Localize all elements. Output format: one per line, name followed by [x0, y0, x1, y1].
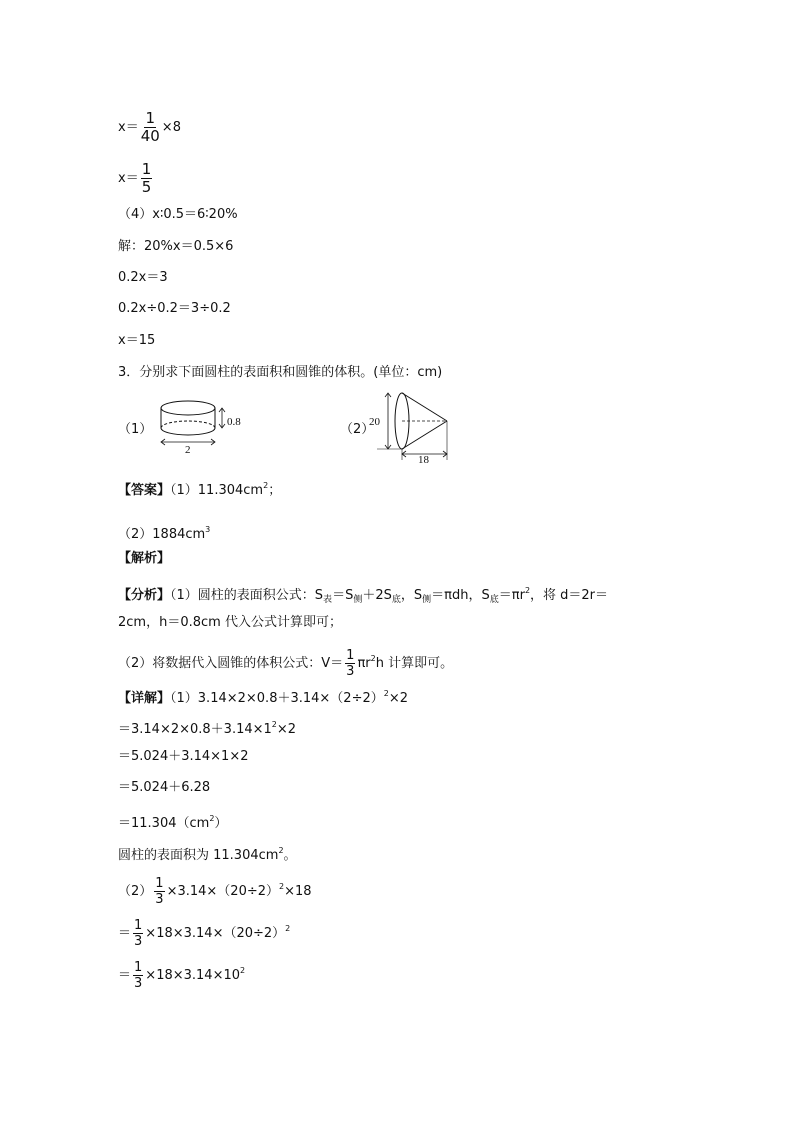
answer-line-1: 【答案】$(1)11.304cm^2$；	[118, 481, 282, 498]
cone-figure	[375, 388, 455, 464]
cone-diameter-label: 20	[369, 416, 380, 428]
eq-line-7: x＝15	[118, 333, 156, 348]
fraction: $\frac{1}{5}$	[141, 160, 152, 196]
analysis-line-2: 2cm，h＝0.8cm 代入公式计算即可；	[118, 615, 342, 630]
eq-line-1: x＝ $\frac{1}{40}$ ×8	[118, 109, 181, 145]
detail-line-2: $=3.14\times 2\times 0.8+3.14\times 1^2\times 2$	[118, 720, 297, 737]
detail-line-4: ＝5.024＋6.28	[118, 780, 211, 795]
fraction: $\frac{1}{3}$	[134, 960, 143, 991]
cone-height-label: 18	[418, 454, 429, 466]
detail-line-5: $=11.304(cm^2)$	[118, 814, 228, 831]
eq-line-5: 0.2x＝3	[118, 270, 168, 285]
eq-line-3: （4）x∶0.5＝6∶20%	[118, 207, 238, 222]
detail-line-1: 【详解】$(1)3.14\times 2\times 0.8+3.14\times(2\div 2)^2\times 2$	[118, 689, 409, 706]
eq-line-4: 解：20%x＝0.5×6	[118, 239, 234, 254]
fraction: $\frac{1}{3}$	[155, 876, 164, 907]
detail-line-6: 圆柱的表面积为 $11.304cm^2$。	[118, 846, 297, 863]
cylinder-figure	[150, 398, 250, 460]
detail-line-3: ＝5.024＋3.14×1×2	[118, 749, 249, 764]
analysis-line-1: 【分析】（1）圆柱的表面积公式：$S_表=S_侧+2S_底$，$S_侧=\pi dh$，$S_底=\pi r^2$，将 d＝2r＝	[118, 586, 609, 605]
detail-line-9: ＝ $\frac{1}{3}$ $\times 18\times 3.14\times 10^2$	[118, 960, 246, 991]
cylinder-height-label: 0.8	[227, 416, 241, 428]
fraction: $\frac{1}{3}$	[134, 918, 143, 949]
cylinder-diameter-label: 2	[185, 444, 191, 456]
answer-tag: 【答案】	[118, 483, 171, 498]
answer-line-2: $(2)1884cm^3$	[118, 525, 211, 542]
figure-1-label: （1）	[118, 422, 153, 437]
analysis-line-3: （2）将数据代入圆锥的体积公式：V＝ $\frac{1}{3}$ $\pi r^2h$ 计算即可。	[118, 648, 454, 679]
analysis-tag: 【解析】	[118, 551, 171, 566]
question-3-text: 3．分别求下面圆柱的表面积和圆锥的体积。(单位：cm)	[118, 365, 443, 380]
fraction: $\frac{1}{40}$	[140, 109, 160, 145]
eq-line-2: x＝ $\frac{1}{5}$	[118, 160, 152, 196]
figure-2-label: （2）	[340, 422, 375, 437]
detail-tag: 【详解】	[118, 691, 171, 706]
detail-line-7: （2） $\frac{1}{3}$ $\times 3.14\times(20\div 2)^2\times 18$	[118, 876, 312, 907]
eq-line-6: 0.2x÷0.2＝3÷0.2	[118, 301, 231, 316]
fraction: $\frac{1}{3}$	[346, 648, 355, 679]
detail-line-8: ＝ $\frac{1}{3}$ $\times 18\times 3.14\times(20\div 2)^2$	[118, 918, 291, 949]
